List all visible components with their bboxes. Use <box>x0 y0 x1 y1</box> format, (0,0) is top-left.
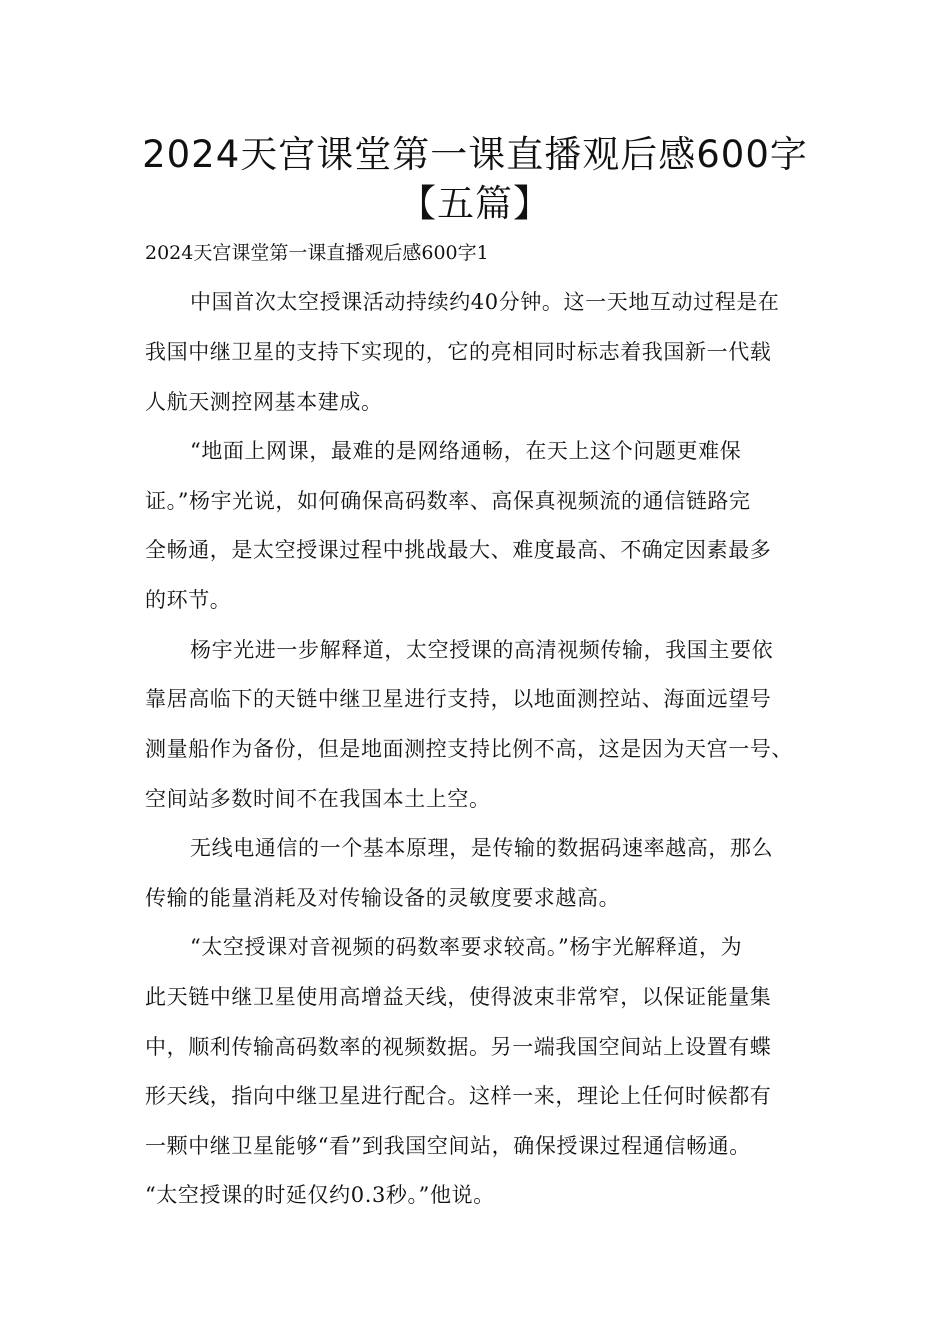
body-line: “太空授课对音视频的码数率要求较高。”杨宇光解释道，为 <box>190 935 743 959</box>
document-title-line-2: 【五篇】 <box>399 182 551 225</box>
body-line: “太空授课的时延仅约0.3秒。”他说。 <box>145 1183 495 1207</box>
body-line: 此天链中继卫星使用高增益天线，使得波束非常窄，以保证能量集 <box>145 985 772 1009</box>
body-line: 空间站多数时间不在我国本土上空。 <box>145 787 491 811</box>
section-heading: 2024天宫课堂第一课直播观后感600字1 <box>145 242 489 264</box>
body-line: 中国首次太空授课活动持续约40分钟。这一天地互动过程是在 <box>190 290 780 314</box>
body-line: 的环节。 <box>145 588 232 612</box>
body-line: 传输的能量消耗及对传输设备的灵敏度要求越高。 <box>145 886 621 910</box>
body-line: 人航天测控网基本建成。 <box>145 390 383 414</box>
body-line: 无线电通信的一个基本原理，是传输的数据码速率越高，那么 <box>190 836 774 860</box>
body-line: 我国中继卫星的支持下实现的，它的亮相同时标志着我国新一代载 <box>145 340 772 364</box>
body-line: 全畅通，是太空授课过程中挑战最大、难度最高、不确定因素最多 <box>145 538 772 562</box>
body-line: “地面上网课，最难的是网络通畅，在天上这个问题更难保 <box>190 439 742 463</box>
body-line: 靠居高临下的天链中继卫星进行支持，以地面测控站、海面远望号 <box>145 687 772 711</box>
body-line: 测量船作为备份，但是地面测控支持比例不高，这是因为天宫一号、 <box>145 737 793 761</box>
body-line: 中，顺利传输高码数率的视频数据。另一端我国空间站上设置有蝶 <box>145 1035 772 1059</box>
body-line: 一颗中继卫星能够“看”到我国空间站，确保授课过程通信畅通。 <box>145 1134 751 1158</box>
document-title-line-1: 2024天宫课堂第一课直播观后感600字 <box>142 133 808 176</box>
body-line: 形天线，指向中继卫星进行配合。这样一来，理论上任何时候都有 <box>145 1084 772 1108</box>
body-line: 杨宇光进一步解释道，太空授课的高清视频传输，我国主要依 <box>190 638 774 662</box>
body-line: 证。”杨宇光说，如何确保高码数率、高保真视频流的通信链路完 <box>145 489 751 513</box>
